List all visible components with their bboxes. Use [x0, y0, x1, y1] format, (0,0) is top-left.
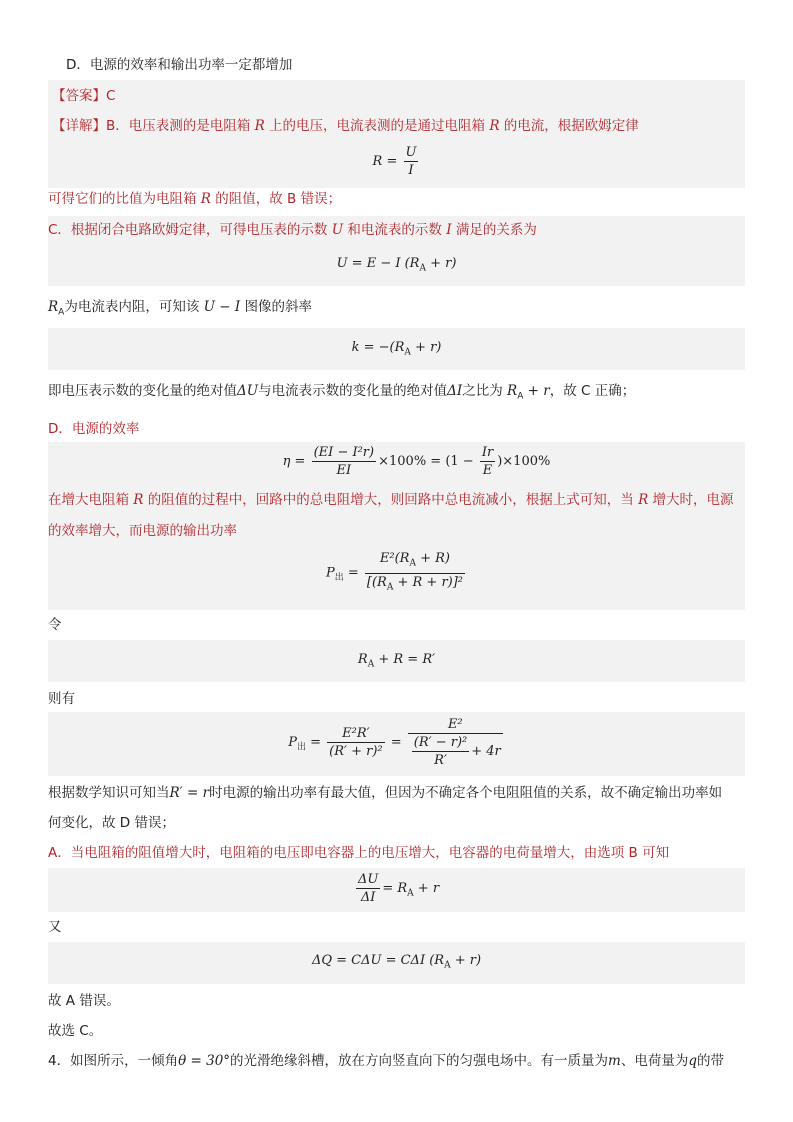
b-conclusion — [48, 188, 745, 210]
eq9-sub: A — [444, 960, 451, 971]
equation-ohm — [48, 144, 745, 179]
you-text: 又 — [48, 919, 62, 935]
var-r: R — [133, 492, 144, 508]
q4-text-2: 的光滑绝缘斜槽，放在方向竖直向下的匀强电场中。有一质量为 — [230, 1053, 609, 1069]
final-answer: 故选 C。 — [48, 1023, 103, 1039]
b-text-3: 的电流，根据欧姆定律 — [503, 118, 639, 134]
a-conclusion: 故 A 错误。 — [48, 993, 120, 1009]
b-conclusion-2: 的阻值，故 B 错误； — [215, 191, 342, 207]
b-text-1: B．电压表测的是电阻箱 — [106, 118, 251, 134]
ra-tail: + r — [523, 383, 550, 399]
eq7-sub: 出 — [296, 742, 306, 753]
question-4 — [48, 1050, 745, 1072]
equation-slope — [48, 340, 745, 358]
eq7-num1: E²R′ — [327, 725, 384, 743]
output-power-block — [48, 488, 745, 610]
u-minus-i: U − I — [203, 299, 241, 315]
eq3-main: k = −(R — [351, 340, 405, 355]
var-i: I — [446, 222, 452, 238]
ratio-block — [48, 868, 745, 912]
eq5-num-tail: + R) — [415, 551, 450, 566]
a-text: A．当电阻箱的阻值增大时，电阻箱的电压即电容器上的电压增大，电容器的电荷量增大，由选项 B 可知 — [48, 845, 670, 861]
detail-b-block — [48, 112, 745, 188]
b-text-2: 上的电压，电流表测的是通过电阻箱 — [269, 118, 486, 134]
eq7-den2c: + 4r — [471, 744, 501, 759]
eq5-num: E²(R — [379, 551, 410, 566]
c-conclusion — [48, 380, 745, 408]
q4-q: q — [688, 1053, 698, 1069]
c-text — [48, 219, 537, 241]
c-text-3: 满足的关系为 — [455, 222, 537, 238]
eq9-tail: + r) — [450, 953, 482, 968]
b-conclusion-1: 可得它们的比值为电阻箱 — [48, 191, 197, 207]
ra-sub: A — [58, 307, 65, 318]
eq2-tail: + r) — [425, 256, 457, 271]
eq7-frac1 — [327, 725, 384, 760]
eq7-den2b: R′ — [434, 753, 447, 768]
eq4-frac1 — [312, 444, 377, 479]
r-prime-eq-r: R′ = r — [169, 785, 210, 801]
c-conclusion-4: ，故 C 正确； — [549, 383, 636, 399]
equation-substitution — [48, 652, 745, 670]
eq2-main: U = E − I (R — [336, 256, 420, 271]
eq5-frac — [365, 550, 465, 596]
eq7-num2: E² — [408, 716, 503, 734]
eq1-fraction — [404, 144, 419, 179]
eq4-den2: E — [482, 463, 493, 478]
slope-block — [48, 328, 745, 370]
detail-label: 【详解】 — [52, 118, 106, 134]
eq4-den: EI — [336, 463, 352, 478]
d-para-1a: 在增大电阻箱 — [48, 492, 129, 508]
zeyou-text: 则有 — [48, 691, 75, 707]
q4-text-4: 的带 — [697, 1053, 725, 1069]
ling-text: 令 — [48, 617, 62, 633]
detail-b-text — [52, 115, 639, 137]
c-text-2: 和电流表的示数 — [347, 222, 442, 238]
eq1-den: I — [408, 163, 414, 178]
c-conclusion-2: 与电流表示数的变化量的绝对值 — [258, 383, 448, 399]
ra-text: $R_A$为电流表内阻，可知该 U − I 图像的斜率 — [48, 299, 313, 318]
eq5-num-sub: A — [409, 558, 416, 569]
d-text: D．电源的效率 — [48, 421, 140, 437]
eq8-num: ΔU — [357, 872, 379, 887]
eq4-lhs: η = — [282, 454, 306, 469]
d-para-2: 的效率增大，而电源的输出功率 — [48, 523, 237, 539]
eq7-den2a: (R′ − r)² — [413, 735, 468, 750]
eq1-num: U — [405, 145, 417, 160]
eq8-frac — [356, 871, 380, 906]
efficiency-block — [48, 442, 745, 488]
eq7-inner-frac — [412, 734, 469, 769]
eq1-lhs: R = — [372, 154, 398, 169]
d-conclusion-1c: 时电源的输出功率有最大值，但因为不确定各个电阻阻值的关系，故不确定输出功率如 — [209, 785, 723, 801]
option-d: D．电源的效率和输出功率一定都增加 — [66, 57, 293, 73]
delta-u: ΔU — [237, 383, 259, 399]
eq6-sub: A — [367, 659, 375, 670]
q4-m: m — [608, 1053, 621, 1069]
d-para-1c: 增大时，电源 — [652, 492, 734, 508]
charge-block — [48, 942, 745, 984]
q4-text-1: 4．如图所示，一倾角 — [48, 1053, 179, 1069]
eq8-den: ΔI — [360, 890, 376, 905]
var-r: R — [638, 492, 649, 508]
ra-text-2: 图像的斜率 — [244, 299, 313, 315]
eq4-frac2 — [480, 444, 495, 479]
answer-block — [48, 80, 745, 112]
var-r: R — [489, 118, 500, 134]
eq8-tail: = R — [382, 881, 408, 896]
power-transform-block — [48, 712, 745, 776]
eq6-main: R — [357, 652, 368, 667]
eq5-sub: 出 — [334, 573, 344, 584]
c-text-1: C．根据闭合电路欧姆定律，可得电压表的示数 — [48, 222, 328, 238]
eq5-den: [(R — [366, 574, 387, 590]
equation-power-transform: $P_出$ = $\frac{\text{E²R′}}{\text{(R′ + r)²}}$ = E² $\frac{\text{(R′ − r)²}}{R'}$ + 4r — [288, 717, 501, 768]
equation-charge — [48, 953, 745, 971]
d-para-1 — [48, 489, 734, 511]
ra: R — [507, 383, 518, 399]
d-conclusion-line-2: 何变化，故 D 错误； — [48, 815, 175, 831]
ra-text-1: 为电流表内阻，可知该 — [64, 299, 200, 315]
d-para-1b: 的阻值的过程中，回路中的总电阻增大，则回路中总电流减小，根据上式可知，当 — [147, 492, 634, 508]
eq5-den-sub: A — [386, 582, 394, 593]
var-r: R — [200, 191, 211, 207]
equation-output-power: $P_出$ = $\frac{E^2(R_A + R)}{[(R_A + R + r)]^2}$ — [48, 550, 745, 596]
d-conclusion-line-1 — [48, 782, 745, 804]
q4-theta: θ = 30° — [178, 1053, 231, 1069]
eq6-tail: + R = R′ — [374, 652, 436, 667]
eq7-frac2 — [408, 716, 503, 769]
c-conclusion-1: 即电压表示数的变化量的绝对值 — [48, 383, 237, 399]
d-conclusion-1a: 根据数学知识可知当 — [48, 785, 170, 801]
eq4-mid: ×100% = (1 − — [378, 454, 474, 469]
answer-label: 【答案】 — [52, 88, 106, 104]
var-u: U — [331, 222, 344, 238]
eq8-sub: A — [407, 888, 414, 899]
eq3-tail: + r) — [410, 340, 442, 355]
eq7-den1: (R′ + r)² — [329, 744, 383, 759]
c-conclusion-3: 之比为 — [462, 383, 503, 399]
eq9-main: ΔQ = CΔU = CΔI (R — [311, 953, 445, 968]
var-r: R — [254, 118, 265, 134]
eq5-den-tail: + R + r)]² — [393, 574, 464, 590]
detail-c-block — [48, 216, 745, 286]
eq4-num2: Ir — [481, 445, 494, 460]
answer-value: C — [106, 88, 116, 104]
eq3-sub: A — [404, 347, 411, 358]
eq5-lhs: P — [325, 565, 335, 581]
eq8-tail2: + r — [413, 881, 440, 896]
eq7-lhs: P — [288, 735, 297, 750]
q4-text-3: 、电荷量为 — [620, 1053, 689, 1069]
eq4-num: (EI − I²r) — [313, 445, 375, 460]
equation-closed-circuit — [48, 256, 745, 274]
delta-i: ΔI — [447, 383, 463, 399]
eq2-sub: A — [419, 263, 426, 274]
substitution-block — [48, 640, 745, 682]
equation-efficiency — [88, 444, 745, 479]
ra-sub: A — [517, 391, 524, 402]
eq4-tail: )×100% — [497, 454, 551, 469]
equation-ratio — [48, 871, 745, 906]
